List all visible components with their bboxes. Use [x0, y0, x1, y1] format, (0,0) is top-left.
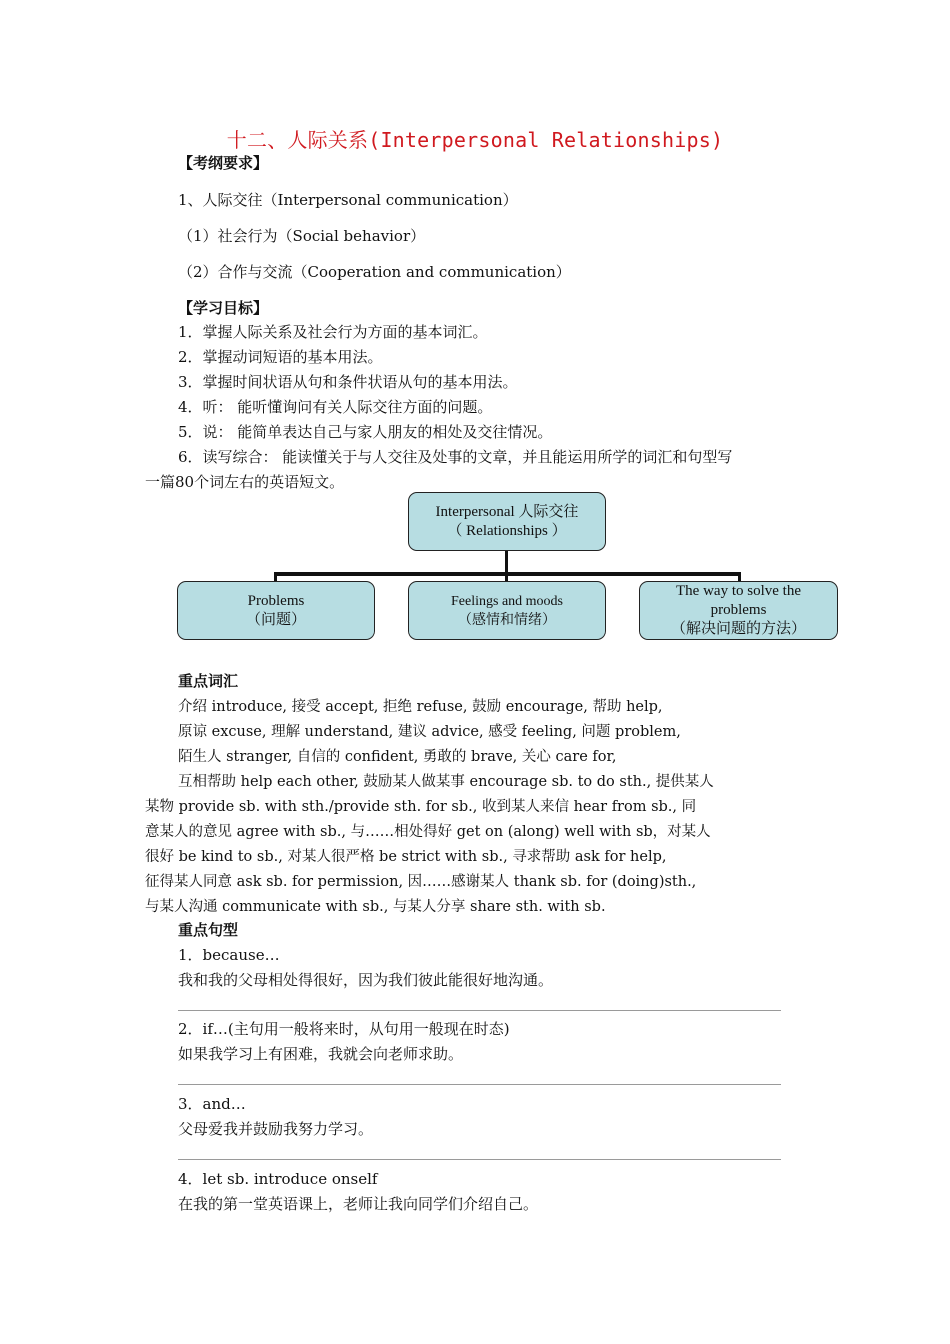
- diagram-node-line2: （解决问题的方法）: [670, 621, 806, 637]
- answer-line[interactable]: [178, 1159, 781, 1160]
- vocab-line: 介绍 introduce, 接受 accept, 拒绝 refuse, 鼓励 encourage, 帮助 help,: [178, 699, 663, 715]
- vocab-line: 原谅 excuse, 理解 understand, 建议 advice, 感受 feeling, 问题 problem,: [178, 724, 681, 740]
- requirements-heading: 【考纲要求】: [178, 154, 269, 172]
- patterns-heading: 重点句型: [178, 921, 239, 939]
- vocab-line: 很好 be kind to sb., 对某人很严格 be strict with sb., 寻求帮助 ask for help,: [145, 849, 667, 865]
- vocab-line: 意某人的意见 agree with sb., 与……相处得好 get on (along) well with sb，对某人: [145, 824, 711, 840]
- vocab-line: 互相帮助 help each other, 鼓励某人做某事 encourage sb. to do sth., 提供某人: [178, 774, 714, 790]
- diagram-node-feelings: [408, 581, 606, 640]
- goal-item: 4．听： 能听懂询问有关人际交往方面的问题。: [178, 398, 493, 416]
- goal-item: 5．说： 能简单表达自己与家人朋友的相处及交往情况。: [178, 423, 553, 441]
- pattern-prompt: 1．because…: [178, 946, 280, 964]
- diagram-root-line1: Interpersonal 人际交往: [435, 503, 579, 520]
- diagram-node-line2: （问题）: [245, 611, 306, 628]
- diagram-connector: [505, 551, 508, 573]
- goal-item: 2．掌握动词短语的基本用法。: [178, 348, 383, 366]
- diagram-root-line2: （ Relationships ）: [447, 522, 567, 539]
- diagram-node-problems: [177, 581, 375, 640]
- pattern-prompt: 2．if…(主句用一般将来时，从句用一般现在时态): [178, 1020, 510, 1038]
- vocab-line: 陌生人 stranger, 自信的 confident, 勇敢的 brave, 关心 care for,: [178, 749, 617, 765]
- goals-heading: 【学习目标】: [178, 299, 269, 317]
- answer-line[interactable]: [178, 1010, 781, 1011]
- diagram-node-line1b: problems: [710, 602, 767, 618]
- goal-item: 1．掌握人际关系及社会行为方面的基本词汇。: [178, 323, 488, 341]
- vocab-line: 与某人沟通 communicate with sb., 与某人分享 share sth. with sb.: [145, 899, 606, 915]
- goal-item: 6．读写综合： 能读懂关于与人交往及处事的文章，并且能运用所学的词汇和句型写: [178, 448, 733, 466]
- pattern-sentence: 父母爱我并鼓励我努力学习。: [178, 1120, 374, 1138]
- diagram-node-line2: （感情和情绪）: [458, 612, 556, 628]
- pattern-prompt: 4．let sb. introduce onself: [178, 1170, 378, 1188]
- requirement-item: （1）社会行为（Social behavior）: [178, 227, 426, 245]
- diagram-node-line1: Feelings and moods: [451, 593, 563, 609]
- pattern-sentence: 如果我学习上有困难，我就会向老师求助。: [178, 1045, 464, 1063]
- diagram-node-line1: The way to solve the: [676, 583, 801, 599]
- goal-item: 3．掌握时间状语从句和条件状语从句的基本用法。: [178, 373, 518, 391]
- diagram-root-node: [408, 492, 606, 551]
- requirement-item: （2）合作与交流（Cooperation and communication）: [178, 263, 571, 281]
- diagram-node-solutions: [639, 581, 838, 640]
- pattern-sentence: 在我的第一堂英语课上，老师让我向同学们介绍自己。: [178, 1195, 539, 1213]
- vocab-heading: 重点词汇: [178, 672, 239, 690]
- answer-line[interactable]: [178, 1084, 781, 1085]
- requirement-item: 1、人际交往（Interpersonal communication）: [178, 191, 518, 209]
- vocab-line: 征得某人同意 ask sb. for permission, 因……感谢某人 thank sb. for (doing)sth.,: [145, 874, 697, 890]
- vocab-line: 某物 provide sb. with sth./provide sth. for sb., 收到某人来信 hear from sb., 同: [145, 799, 697, 815]
- page-title: 十二、人际关系(Interpersonal Relationships): [226, 128, 724, 152]
- pattern-prompt: 3．and…: [178, 1095, 246, 1113]
- diagram-node-line1: Problems: [247, 592, 305, 609]
- pattern-sentence: 我和我的父母相处得很好，因为我们彼此能很好地沟通。: [178, 971, 554, 989]
- goal-item-continued: 一篇80个词左右的英语短文。: [145, 473, 345, 491]
